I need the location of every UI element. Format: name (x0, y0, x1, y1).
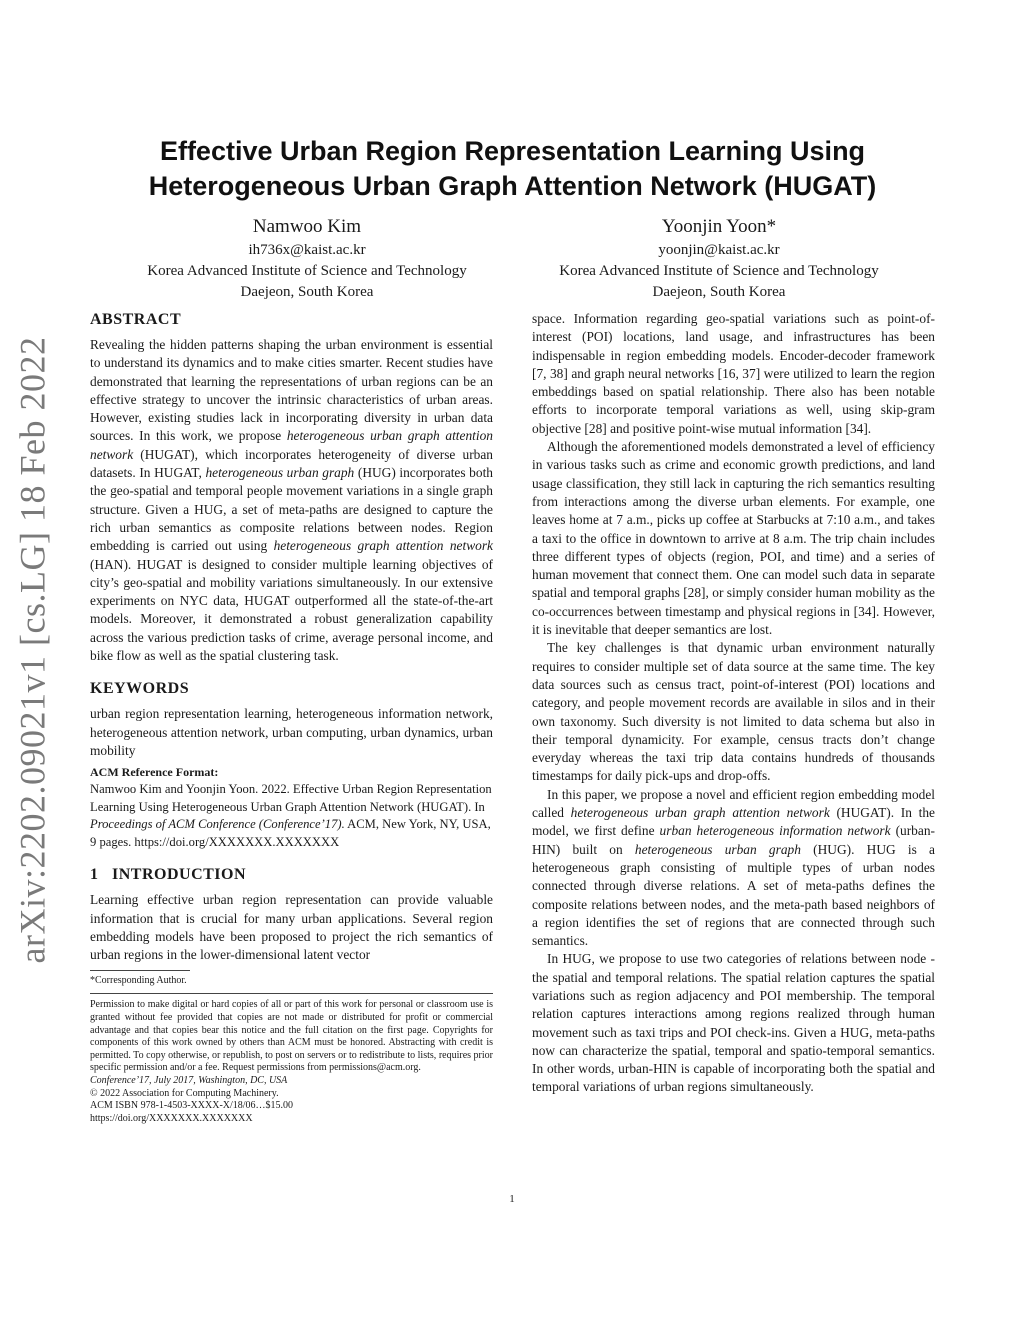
acm-ref-text: Namwoo Kim and Yoonjin Yoon. 2022. Effective Urban Region Representation Learning Using Heterogeneous Urban Graph Attention Network (HUGAT). In Proceedings of ACM Conference (Conference’17). ACM, New York, NY, USA, 9 pages. https://doi.org/XXXXXXX.XXXXXXX (90, 782, 492, 849)
abstract-text: Revealing the hidden patterns shaping the urban environment is essential to understand its dynamics and to make cities smarter. Recent studies have demonstrated that learning the representations of urban regions can be an effective strategy to uncover the intrinsic characteristics of urban areas. However, existing studies lack in incorporating diversity in urban data sources. In this work, we propose heterogeneous urban graph attention network (HUGAT), which incorporates heterogeneity of diverse urban datasets. In HUGAT, heterogeneous urban graph (HUG) incorporates both the geo-spatial and temporal people movement variations in a single graph structure. Given a HUG, a set of meta-paths are designed to capture the rich urban semantics as composite relations between nodes. Region embedding is carried out using heterogeneous graph attention network (HAN). HUGAT is designed to consider multiple learning objectives of city’s geo-spatial and mobility variations simultaneously. In our extensive experiments on NYC data, HUGAT outperformed all the state-of-the-art models. Moreover, it demonstrated a robust generalization capability across the various prediction tasks of crime, average personal income, and bike flow as well as the spatial clustering task. (90, 337, 493, 664)
conference-info: Conference’17, July 2017, Washington, DC, USA (90, 1074, 288, 1086)
body-paragraph: space. Information regarding geo-spatial variations such as point-of-interest (POI) locations, land usage, and infrastructures has been indispensable in region embedding models. Encoder-decoder framework [7, 38] and graph neural networks [16, 37] were utilized to learn the region embeddings based on spatial relationship. There also has been notable efforts to incorporate temporal variations as well, using skip-gram objective [28] and positive point-wise mutual information [34]. (532, 311, 935, 436)
isbn: ACM ISBN 978-1-4503-XXXX-X/18/06…$15.00 (90, 1100, 294, 1112)
abstract-heading: ABSTRACT (90, 311, 182, 328)
keywords-text: urban region representation learning, heterogeneous information network, heterogeneous attention network, urban computing, urban dynamics, urban mobility (90, 706, 493, 758)
footnote-rule (90, 970, 190, 971)
title-line-2: Heterogeneous Urban Graph Attention Network (HUGAT) (148, 171, 877, 201)
doi-link[interactable]: https://doi.org/XXXXXXX.XXXXXXX (90, 1112, 253, 1124)
author-name: Namwoo Kim (252, 216, 362, 237)
author-email: ih736x@kaist.ac.kr (248, 242, 366, 258)
author-affiliation: Korea Advanced Institute of Science and Technology (147, 263, 467, 279)
author-block-2 (504, 214, 934, 303)
paper-title (90, 134, 935, 204)
author-affiliation: Korea Advanced Institute of Science and Technology (559, 263, 879, 279)
right-column (532, 310, 935, 1097)
title-line-1: Effective Urban Region Representation Learning Using (159, 136, 866, 166)
copyright: © 2022 Association for Computing Machinery. (90, 1087, 279, 1099)
keywords-heading: KEYWORDS (90, 680, 190, 698)
body-paragraph: The key challenges is that dynamic urban environment naturally requires to consider multiple set of data source at the same time. The key data sources such as census tract, point-of-interest (POI) locations and category, and people movement records are available in silos and in their own taxonomy. Such diversity is not limited to data schema but also in their temporal dynamicity. For example, census tracts don’t change everyday whereas the taxi trip data contains hundreds of thousands timestamps for daily pick-ups and drop-offs. (532, 640, 935, 784)
author-location: Daejeon, South Korea (240, 284, 374, 300)
permission-rule (90, 993, 493, 994)
acm-ref-heading: ACM Reference Format: (90, 765, 219, 780)
page-number: 1 (509, 1193, 515, 1205)
intro-heading: 1 INTRODUCTION (90, 866, 247, 884)
author-block-1 (92, 214, 522, 303)
footnote: *Corresponding Author. (90, 975, 187, 987)
author-location: Daejeon, South Korea (652, 284, 786, 300)
author-email: yoonjin@kaist.ac.kr (658, 242, 780, 258)
permission-notice: Permission to make digital or hard copies of all or part of this work for personal or classroom use is granted without fee provided that copies are not made or distributed for profit or commercial advantage and that copies bear this notice and the full citation on the first page. Copyrights for components of this work owned by others than ACM must be honored. Abstracting with credit is permitted. To copy otherwise, or republish, to post on servers or to redistribute to lists, requires prior specific permission and/or a fee. Request permissions from permissions@acm.org. (90, 999, 493, 1074)
author-name: Yoonjin Yoon* (661, 216, 777, 237)
arxiv-sidebar-stamp (12, 336, 53, 964)
intro-paragraph: Learning effective urban region representation can provide valuable information that is crucial for many urban applications. Several region embedding models have been proposed to project the rich semantics of urban regions in the lower-dimensional latent vector (90, 892, 493, 963)
left-column (90, 310, 493, 1125)
body-paragraph: Although the aforementioned models demonstrated a level of efficiency in various tasks such as crime and economic growth predictions, and land usage classification, they still lack in capturing the rich semantics resulting from interactions among the diverse urban elements. For example, one leaves home at 7 a.m., picks up coffee at Starbucks at 7:10 a.m., and takes a taxi to the office in downtown to arrive at 8 a.m. The trip chain includes three different types of objects (region, POI, and time) and a series of human movement that connect them. One can model such data in separate spatial and temporal graphs [28], or simply consider human mobility as the co-occurrences between timestamp and physical regions in [34]. However, it is inevitable that deeper semantics are lost. (532, 439, 935, 638)
body-paragraph: In HUG, we propose to use two categories of relations between node - the spatial and temporal relations. The spatial relation captures the spatial variations such as region adjacency and POI membership. The temporal relation captures interactions among regions realized through human movement such as taxi trips and POI check-ins. Given a HUG, meta-paths now can characterize the spatial, temporal and spatio-temporal semantics. In other words, urban-HIN is capable of incorporating both the spatial and temporal variations of urban regions simultaneously. (532, 951, 935, 1095)
body-paragraph: In this paper, we propose a novel and efficient region embedding model called heterogeneous urban graph attention network (HUGAT). In the model, we first define urban heterogeneous information network (urban-HIN) built on heterogeneous urban graph (HUG). HUG is a heterogeneous graph consisting of multiple types of urban nodes connected through diverse relations. A set of meta-paths defines the composite relations between nodes, and the meta-path based neighbors of a region identifies the set of regions that are connected through such semantics. (532, 786, 935, 949)
arxiv-id: arXiv:2202.09021v1 [cs.LG] 18 Feb 2022 (12, 336, 53, 964)
